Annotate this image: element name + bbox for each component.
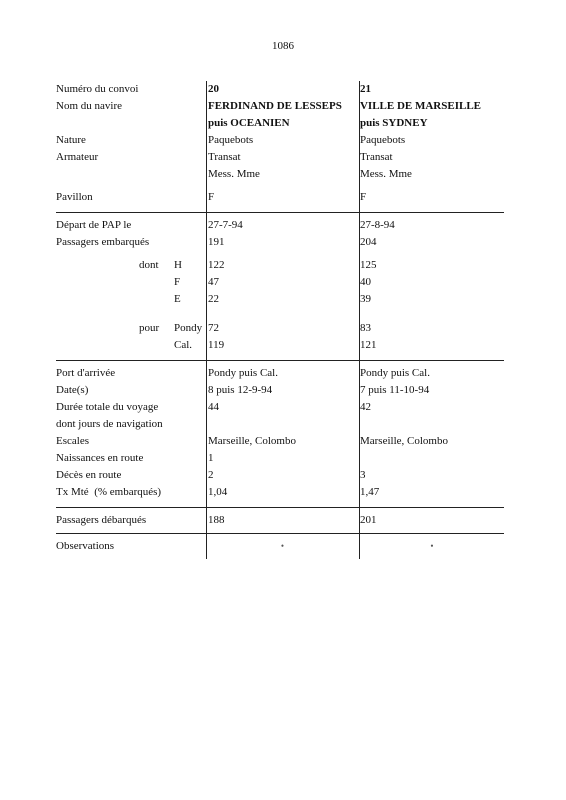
row-label: Observations <box>56 540 115 552</box>
row-label: Durée totale du voyage <box>56 401 159 413</box>
column-divider <box>206 508 207 533</box>
row-label: Passagers débarqués <box>56 514 147 526</box>
section-observations <box>56 533 504 559</box>
convoy-20-value: 191 <box>207 236 225 248</box>
convoy-21-value <box>357 416 504 433</box>
table-row <box>56 382 504 399</box>
table-row <box>56 257 504 274</box>
table-row <box>56 81 504 98</box>
convoy-21-value: 1,47 <box>359 486 380 498</box>
convoy-21-value: Paquebots <box>359 134 406 146</box>
convoy-21-value: Mess. Mme <box>359 168 412 180</box>
column-divider <box>206 213 207 360</box>
table-row <box>56 98 504 115</box>
table-row <box>56 132 504 149</box>
column-divider <box>206 361 207 507</box>
section-ship-info <box>56 81 504 212</box>
convoy-20-value: F <box>207 191 215 203</box>
convoy-21-value: 3 <box>359 469 366 481</box>
convoy-21-value: 121 <box>359 339 377 351</box>
convoy-20-value: puis OCEANIEN <box>207 117 290 129</box>
row-label: Armateur <box>56 151 99 163</box>
sublabel-dont: dont <box>139 259 159 271</box>
observation-mark: • <box>280 541 285 551</box>
convoy-20-value: 2 <box>207 469 214 481</box>
convoy-21-value: 204 <box>359 236 377 248</box>
sublabel-pour: pour <box>139 322 160 334</box>
table-row <box>56 149 504 166</box>
column-divider <box>359 534 360 559</box>
row-label <box>56 166 205 183</box>
convoy-21-value: 39 <box>359 293 371 305</box>
convoy-21-value: 42 <box>359 401 371 413</box>
table-row <box>56 291 504 308</box>
table-row <box>56 399 504 416</box>
row-label: Passagers embarqués <box>56 236 150 248</box>
table-row <box>56 320 504 337</box>
row-label <box>56 337 205 354</box>
table-row <box>56 115 504 132</box>
convoy-20-value: 47 <box>207 276 219 288</box>
column-divider <box>359 81 360 212</box>
table-row <box>56 217 504 234</box>
row-label: Nature <box>56 134 86 146</box>
table-row <box>56 166 504 183</box>
section-arrival <box>56 360 504 507</box>
convoy-21-value: Transat <box>359 151 393 163</box>
row-label: Nom du navire <box>56 100 122 112</box>
row-label: Date(s) <box>56 384 89 396</box>
convoy-20-value: 188 <box>207 514 225 526</box>
table-row <box>56 467 504 484</box>
convoy-21-value: 83 <box>359 322 371 334</box>
sublabel-cal: Cal. <box>174 339 193 351</box>
sublabel-h: H <box>174 259 182 271</box>
convoy-20-value: 1 <box>207 452 214 464</box>
convoy-20-value: Paquebots <box>207 134 254 146</box>
convoy-20-value <box>205 416 357 433</box>
convoy-21-value: 125 <box>359 259 377 271</box>
row-label: Port d'arrivée <box>56 367 116 379</box>
sublabel-pondy: Pondy <box>174 322 203 334</box>
row-label: Numéro du convoi <box>56 83 139 95</box>
row-label: Décès en route <box>56 469 122 481</box>
convoy-20-value: 1,04 <box>207 486 228 498</box>
convoy-table <box>56 81 504 559</box>
convoy-21-value: Marseille, Colombo <box>359 435 448 447</box>
table-row <box>56 416 504 433</box>
convoy-20-value: Pondy puis Cal. <box>207 367 278 379</box>
table-row <box>56 484 504 501</box>
table-row <box>56 512 504 529</box>
row-label: Pavillon <box>56 191 93 203</box>
row-label: Départ de PAP le <box>56 219 132 231</box>
column-divider <box>359 361 360 507</box>
page-number: 1086 <box>272 40 294 52</box>
table-row <box>56 274 504 291</box>
convoy-21-value: 201 <box>359 514 377 526</box>
convoy-20-value: 20 <box>207 83 219 95</box>
convoy-20-value: 44 <box>207 401 219 413</box>
row-label <box>56 115 205 132</box>
convoy-20-value: FERDINAND DE LESSEPS <box>207 100 342 112</box>
convoy-21-value: puis SYDNEY <box>359 117 428 129</box>
sublabel-e: E <box>174 293 181 305</box>
convoy-21-value: 21 <box>359 83 371 95</box>
table-row <box>56 433 504 450</box>
section-departure <box>56 212 504 360</box>
table-row <box>56 337 504 354</box>
section-disembarked <box>56 507 504 533</box>
convoy-20-value: 122 <box>207 259 225 271</box>
convoy-21-value: VILLE DE MARSEILLE <box>359 100 482 112</box>
table-row <box>56 189 504 206</box>
table-row <box>56 365 504 382</box>
convoy-20-value: Mess. Mme <box>207 168 260 180</box>
convoy-20-value: 72 <box>207 322 219 334</box>
column-divider <box>206 534 207 559</box>
table-row <box>56 234 504 251</box>
convoy-20-value: 27-7-94 <box>207 219 243 231</box>
row-label <box>56 274 205 291</box>
convoy-21-value: 40 <box>359 276 371 288</box>
convoy-21-value: 7 puis 11-10-94 <box>359 384 430 396</box>
sublabel-f: F <box>174 276 181 288</box>
observation-mark: • <box>430 541 434 551</box>
row-label <box>56 257 205 274</box>
convoy-21-value: 27-8-94 <box>359 219 395 231</box>
table-row <box>56 450 504 467</box>
row-label: dont jours de navigation <box>56 418 163 430</box>
convoy-20-value: Marseille, Colombo <box>207 435 296 447</box>
row-label: Naissances en route <box>56 452 144 464</box>
convoy-20-value: 8 puis 12-9-94 <box>207 384 273 396</box>
column-divider <box>206 81 207 212</box>
convoy-21-value: Pondy puis Cal. <box>359 367 430 379</box>
row-label: Escales <box>56 435 89 447</box>
column-divider <box>359 508 360 533</box>
convoy-21-value <box>357 450 504 467</box>
convoy-20-value: 119 <box>207 339 225 351</box>
convoy-21-value: F <box>359 191 367 203</box>
convoy-20-value: 22 <box>207 293 219 305</box>
column-divider <box>359 213 360 360</box>
row-label: Tx Mté (% embarqués) <box>56 486 162 498</box>
row-label <box>56 291 205 308</box>
convoy-20-value: Transat <box>207 151 241 163</box>
table-row <box>56 538 504 555</box>
row-label <box>56 320 205 337</box>
